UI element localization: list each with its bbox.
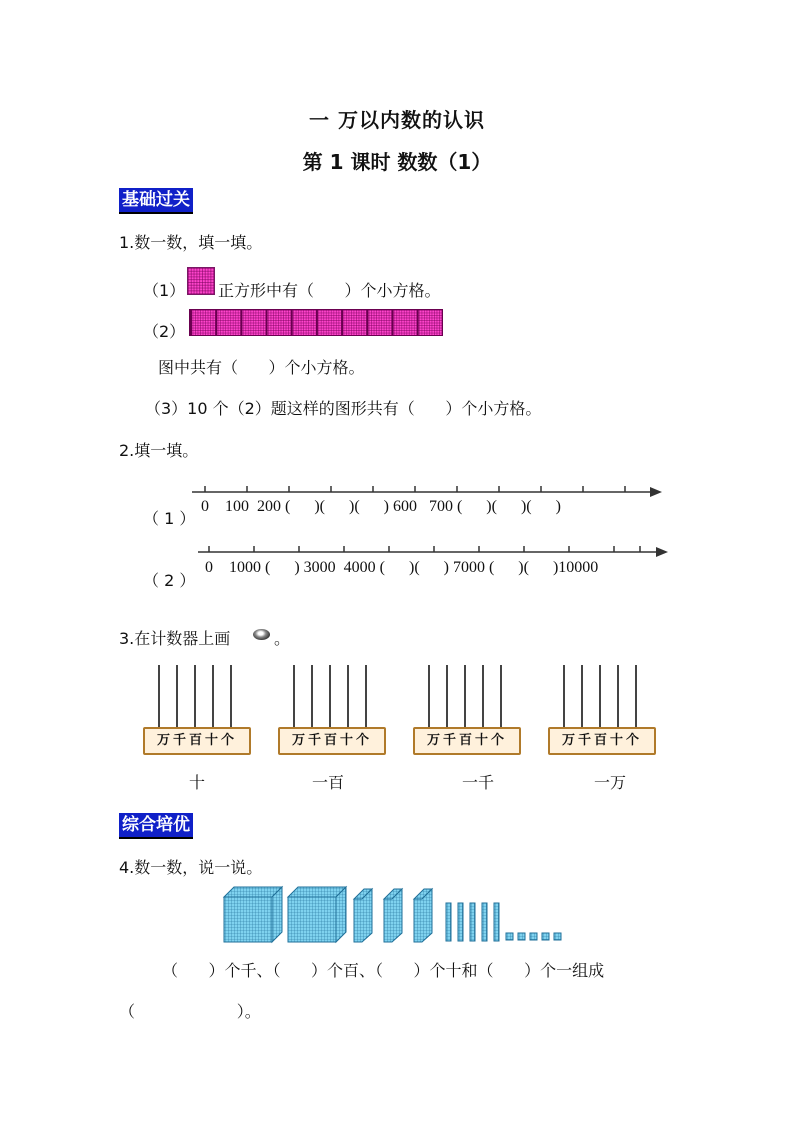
unit-title: 一 万以内数的认识 bbox=[309, 108, 485, 132]
q4-answer-line-2: （ ）。 bbox=[119, 1002, 261, 1021]
section-badge-advanced: 综合培优 bbox=[119, 813, 193, 839]
hundred-flat-2 bbox=[384, 889, 402, 942]
question-1-stem: 1.数一数，填一填。 bbox=[119, 233, 263, 252]
q1-part1-text: 正方形中有（ ）个小方格。 bbox=[218, 281, 441, 300]
abacus-4-base: 万千百十个 bbox=[548, 727, 656, 755]
base-ten-blocks-figure bbox=[222, 885, 572, 945]
hundred-flat-1 bbox=[354, 889, 372, 942]
hundred-square-figure bbox=[187, 267, 215, 295]
number-line-2-number: （ 2 ） bbox=[143, 571, 196, 590]
abacus-1-caption: 十 bbox=[189, 773, 206, 792]
thousand-cube-2 bbox=[288, 887, 346, 942]
number-line-1-labels: 0 100 200 ( )( )( ) 600 700 ( )( )( ) bbox=[201, 498, 561, 515]
q1-part3-text: （3）10 个（2）题这样的图形共有（ ）个小方格。 bbox=[145, 399, 542, 418]
thousand-cube-1 bbox=[224, 887, 282, 942]
abacus-4-caption: 一万 bbox=[594, 773, 627, 792]
lesson-title: 第 1 课时 数数（1） bbox=[302, 150, 492, 174]
question-3-stem: 3.在计数器上画 bbox=[119, 629, 231, 648]
section-badge-basic: 基础过关 bbox=[119, 188, 193, 214]
q4-answer-line-1: （ ）个千、（ ）个百、（ ）个十和（ ）个一组成 bbox=[162, 961, 605, 980]
q1-part1-number: （1） bbox=[143, 281, 186, 300]
abacus-2-caption: 一百 bbox=[312, 773, 345, 792]
ten-squares-bar-figure bbox=[189, 309, 443, 336]
q1-part2-text: 图中共有（ ）个小方格。 bbox=[158, 358, 365, 377]
ten-rods bbox=[446, 903, 499, 941]
question-4-stem: 4.数一数，说一说。 bbox=[119, 858, 263, 877]
abacus-3-caption: 一千 bbox=[462, 773, 495, 792]
abacus-3-base: 万千百十个 bbox=[413, 727, 521, 755]
number-line-1-number: （ 1 ） bbox=[143, 509, 196, 528]
abacus-1-base: 万千百十个 bbox=[143, 727, 251, 755]
abacus-2-base: 万千百十个 bbox=[278, 727, 386, 755]
hundred-flat-3 bbox=[414, 889, 432, 942]
bead-icon bbox=[253, 629, 270, 640]
unit-cubes bbox=[506, 933, 561, 940]
question-3-stem-end: 。 bbox=[274, 629, 291, 648]
q1-part2-number: （2） bbox=[143, 322, 186, 341]
question-2-stem: 2.填一填。 bbox=[119, 441, 199, 460]
number-line-2-labels: 0 1000 ( ) 3000 4000 ( )( ) 7000 ( )( )10000 bbox=[205, 559, 599, 576]
